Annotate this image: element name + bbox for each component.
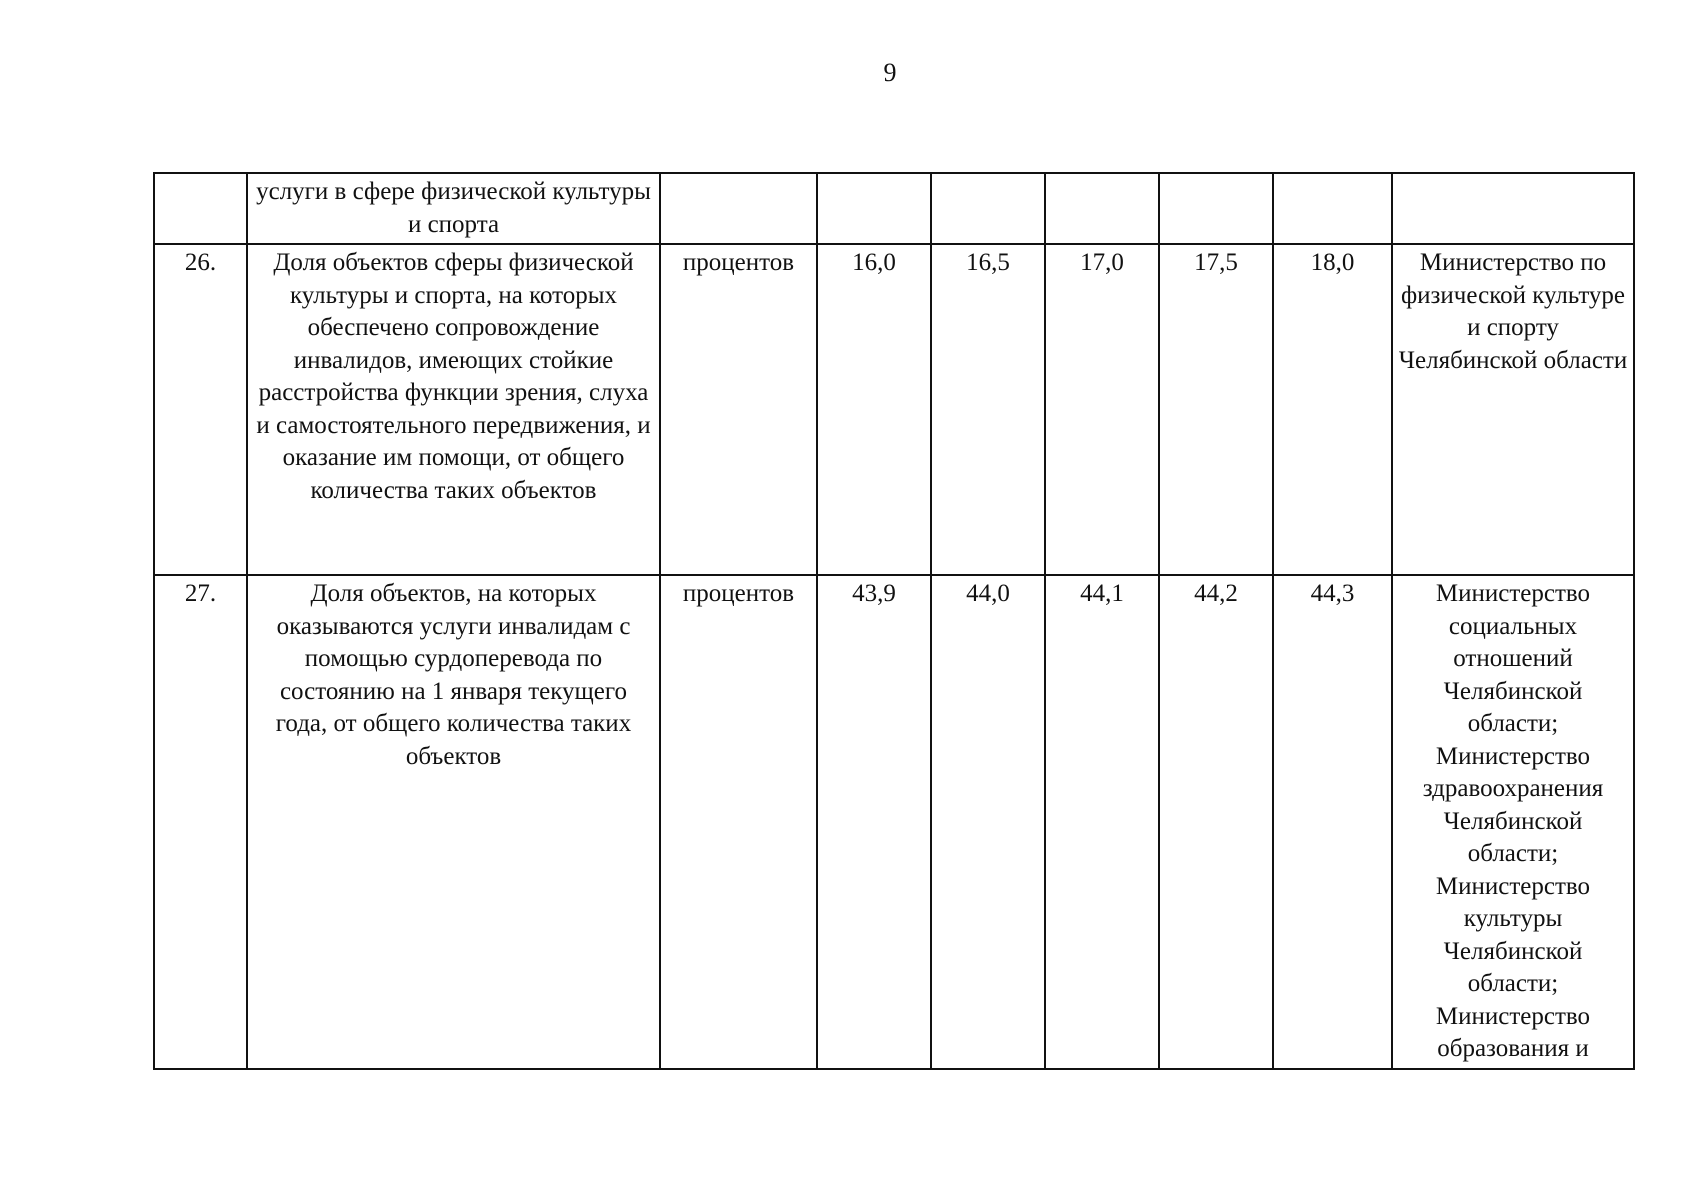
value-cell: 16,0 xyxy=(817,244,931,575)
value-cell: 44,2 xyxy=(1159,575,1273,1069)
table-row xyxy=(154,244,1634,575)
responsible-cell: Министерство социальных отношений Челябинской области; Министерство здравоохранения Челябинской области; Министерство культуры Челябинской области; Министерство образования и xyxy=(1392,575,1634,1069)
value-cell: 17,5 xyxy=(1159,244,1273,575)
indicator-name: Доля объектов, на которых оказываются услуги инвалидам с помощью сурдоперевода по состоянию на 1 января текущего года, от общего количества таких объектов xyxy=(247,575,660,1069)
indicators-table xyxy=(153,172,1635,1070)
row-number: 27. xyxy=(154,575,247,1069)
value-cell xyxy=(1045,173,1159,244)
unit-cell: процентов xyxy=(660,244,817,575)
table-row xyxy=(154,173,1634,244)
value-cell xyxy=(1273,173,1392,244)
value-cell xyxy=(1159,173,1273,244)
value-cell xyxy=(817,173,931,244)
value-cell: 43,9 xyxy=(817,575,931,1069)
value-cell: 44,1 xyxy=(1045,575,1159,1069)
value-cell: 16,5 xyxy=(931,244,1045,575)
value-cell: 18,0 xyxy=(1273,244,1392,575)
unit-cell: процентов xyxy=(660,575,817,1069)
responsible-cell: Министерство по физической культуре и спорту Челябинской области xyxy=(1392,244,1634,575)
value-cell xyxy=(931,173,1045,244)
value-cell: 44,3 xyxy=(1273,575,1392,1069)
row-number xyxy=(154,173,247,244)
value-cell: 44,0 xyxy=(931,575,1045,1069)
value-cell: 17,0 xyxy=(1045,244,1159,575)
indicator-name: Доля объектов сферы физической культуры и спорта, на которых обеспечено сопровождение инвалидов, имеющих стойкие расстройства функции зрения, слуха и самостоятельного передвижения, и оказание им помощи, от общего количества таких объектов xyxy=(247,244,660,575)
responsible-cell xyxy=(1392,173,1634,244)
unit-cell xyxy=(660,173,817,244)
page-number: 9 xyxy=(883,58,897,87)
row-number: 26. xyxy=(154,244,247,575)
table-row xyxy=(154,575,1634,1069)
indicator-name: услуги в сфере физической культуры и спорта xyxy=(247,173,660,244)
